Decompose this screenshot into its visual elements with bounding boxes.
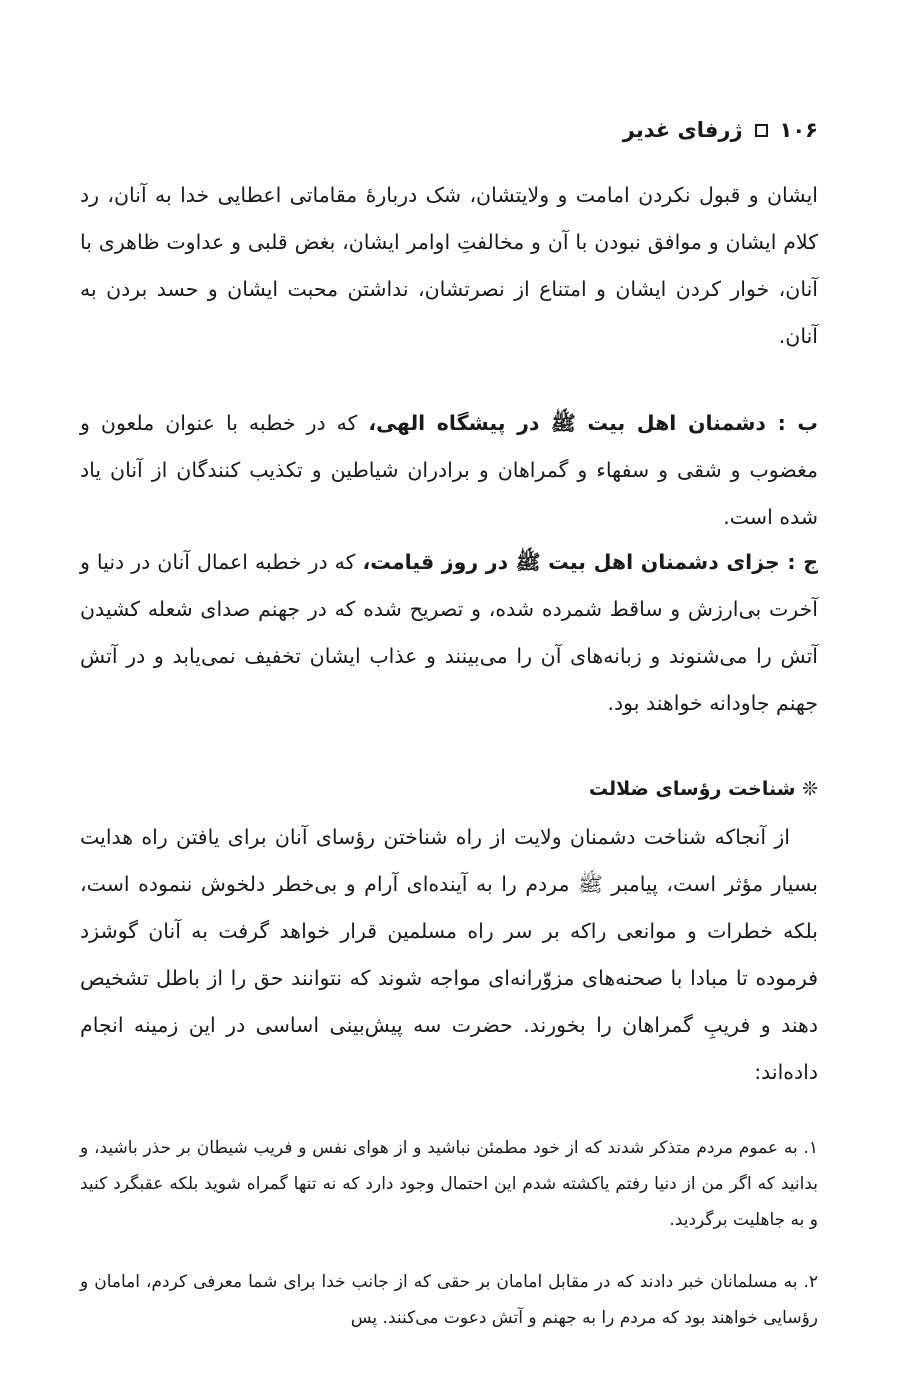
numbered-item-2: ۲. به مسلمانان خبر دادند که در مقابل امامان بر حقی که از جانب خدا برای شما معرفی کردم، امامان و رؤسایی خواهند بود که مردم را به جهنم و آتش دعوت می‌کنند. پس xyxy=(80,1272,818,1328)
numbered-item-1: ۱. به عموم مردم متذکر شدند که از خود مطمئن نباشید و از هوای نفس و فریب شیطان بر حذر باشید، و بدانید که اگر من از دنیا رفتم یاکشته شدم این احتمال وجود دارد که نه تنها گمراه شوید بلکه عقبگرد کنید و به جاهلیت برگردید. xyxy=(80,1138,818,1230)
book-title: ژرفای غدیر xyxy=(622,118,743,142)
paragraph-heading-j: ج : جزای دشمنان اهل بیت ﷺ در روز قیامت، xyxy=(362,550,818,574)
paragraph-1: ایشان و قبول نکردن امامت و ولایتشان، شک دربارۀ مقاماتی اعطایی خدا به آنان، رد کلام ایشان و موافق نبودن با آن و مخالفتِ اوامر ایشان، بغض قلبی و عداوت ظاهری با آنان، خوار کردن ایشان و امتناع از نصرتشان، نداشتن محبت ایشان و حسد بردن به آنان. xyxy=(80,183,818,348)
book-page xyxy=(80,0,818,1393)
paragraph-4: از آنجاکه شناخت دشمنان ولایت از راه شناختن رؤسای آنان برای یافتن راه هدایت بسیار مؤثر است، پیامبر ﷺ مردم را به آینده‌ای آرام و بی‌خطر دلخوش ننموده است، بلکه خطرات و موانعی راکه بر سر راه مسلمین قرار خواهد گرفت به آنان گوشزد فرموده تا مبادا با صحنه‌های مزوّرانه‌ای مواجه شوند که نتوانند حق را از باطل تشخیص دهند و فریبِ گمراهان را بخورند. حضرت سه پیش‌بینی اساسی در این زمینه انجام داده‌اند: xyxy=(80,825,818,1084)
page-number: ۱۰۶ xyxy=(779,118,818,142)
page-header xyxy=(623,118,818,142)
square-separator-icon xyxy=(755,124,768,137)
paragraph-heading-b: ب : دشمنان اهل بیت ﷺ در پیشگاه الهی، xyxy=(368,411,818,435)
section-title: ❊ شناخت رؤسای ضلالت xyxy=(588,778,818,800)
paragraph-punishment-on-judgement-day xyxy=(80,539,818,727)
paragraph-body-j: که در خطبه اعمال آنان در دنیا و آخرت بی‌ارزش و ساقط شمرده شده، و تصریح شده که در جهنم صدای شعله کشیدن آتش را می‌شنوند و زبانه‌های آن را می‌بینند و عذاب ایشان تخفیف نمی‌یابد و در آتش جهنم جاودانه خواهند بود. xyxy=(80,550,818,715)
paragraph-enemies-before-god xyxy=(80,400,818,541)
paragraph-body-b: که در خطبه با عنوان ملعون و مغضوب و شقی و سفهاء و گمراهان و برادران شیاطین و تکذیب کنندگان از آنان یاد شده است. xyxy=(80,411,818,529)
